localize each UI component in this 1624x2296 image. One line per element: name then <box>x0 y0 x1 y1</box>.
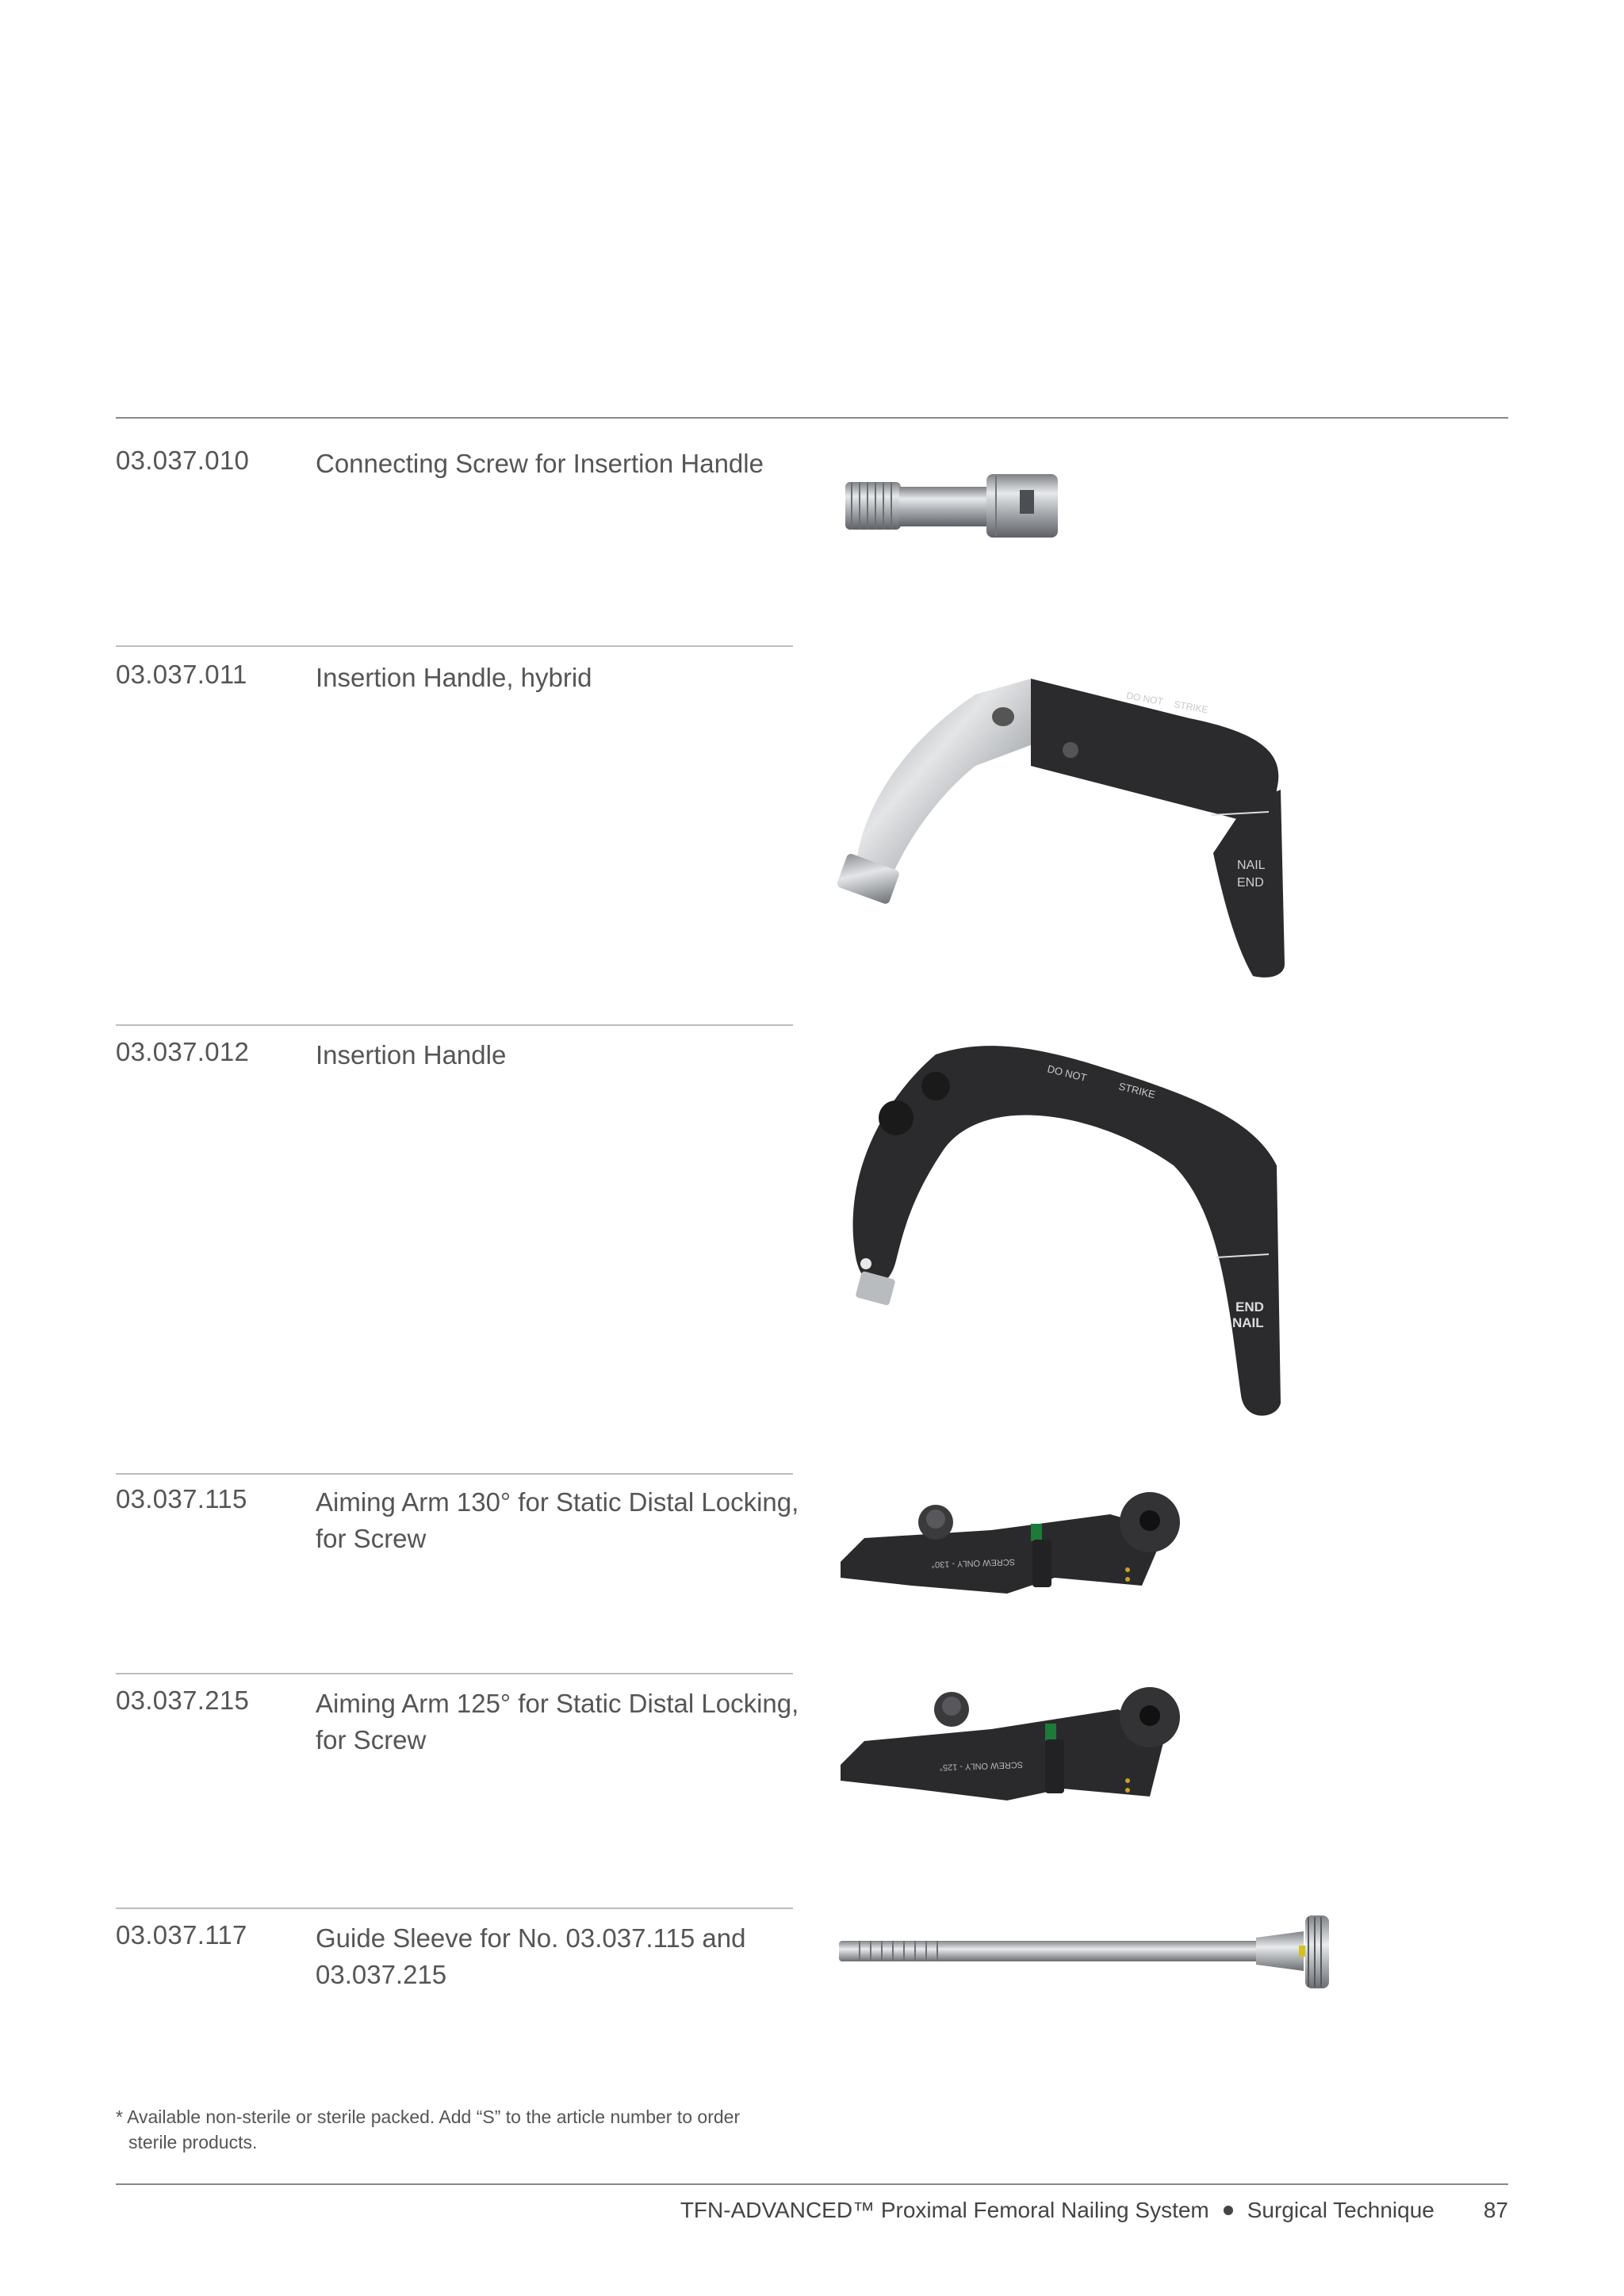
footer-title: TFN-ADVANCED™ Proximal Femoral Nailing System <box>680 2198 1209 2222</box>
aiming-arm-125-image <box>833 1662 1205 1812</box>
article-number: 03.037.215 <box>116 1686 250 1715</box>
article-description: Aiming Arm 130° for Static Distal Locking, for Screw <box>316 1487 799 1553</box>
row-divider <box>116 1473 793 1475</box>
footnote-line: * Available non-sterile or sterile packed. Add “S” to the article number to order <box>116 2107 741 2127</box>
bottom-rule <box>116 2183 1508 2185</box>
row-divider <box>116 1024 793 1026</box>
footnote <box>116 2104 806 2155</box>
page-number: 87 <box>1483 2198 1508 2222</box>
article-number: 03.037.011 <box>116 660 247 689</box>
image-label: END <box>1237 876 1264 890</box>
aiming-arm-130-image <box>833 1475 1205 1609</box>
insertion-handle-hybrid-image <box>825 647 1293 988</box>
image-label: STRIKE <box>1117 1080 1157 1101</box>
article-description: Insertion Handle, hybrid <box>316 663 592 692</box>
image-label: SCREW ONLY - 125° <box>939 1759 1024 1773</box>
article-description: Insertion Handle <box>316 1040 507 1070</box>
article-number: 03.037.115 <box>116 1484 247 1513</box>
image-label: NAIL <box>1232 1315 1264 1330</box>
row-divider <box>116 1908 793 1909</box>
image-label: STRIKE <box>1173 698 1209 716</box>
connecting-screw-image <box>841 458 1071 553</box>
page-footer <box>680 2198 1508 2223</box>
row-divider <box>116 1673 793 1674</box>
footnote-line: sterile products. <box>128 2132 258 2152</box>
image-label: END <box>1235 1299 1264 1314</box>
article-number: 03.037.117 <box>116 1920 247 1950</box>
guide-sleeve-image <box>836 1909 1343 1996</box>
article-number: 03.037.010 <box>116 446 250 475</box>
image-label: NAIL <box>1237 859 1266 872</box>
image-label: DO NOT <box>1046 1062 1088 1085</box>
article-description: Guide Sleeve for No. 03.037.115 and 03.037.215 <box>316 1923 746 1989</box>
row-divider <box>116 645 793 647</box>
image-label: SCREW ONLY - 130° <box>931 1556 1016 1570</box>
footer-section: Surgical Technique <box>1247 2198 1434 2222</box>
article-number: 03.037.012 <box>116 1037 250 1066</box>
top-rule <box>116 417 1508 419</box>
image-label: DO NOT <box>1125 690 1164 708</box>
article-description: Aiming Arm 125° for Static Distal Locking, for Screw <box>316 1689 799 1755</box>
bullet-icon <box>1224 2206 1233 2215</box>
article-description: Connecting Screw for Insertion Handle <box>316 449 764 478</box>
insertion-handle-image <box>825 1023 1293 1427</box>
